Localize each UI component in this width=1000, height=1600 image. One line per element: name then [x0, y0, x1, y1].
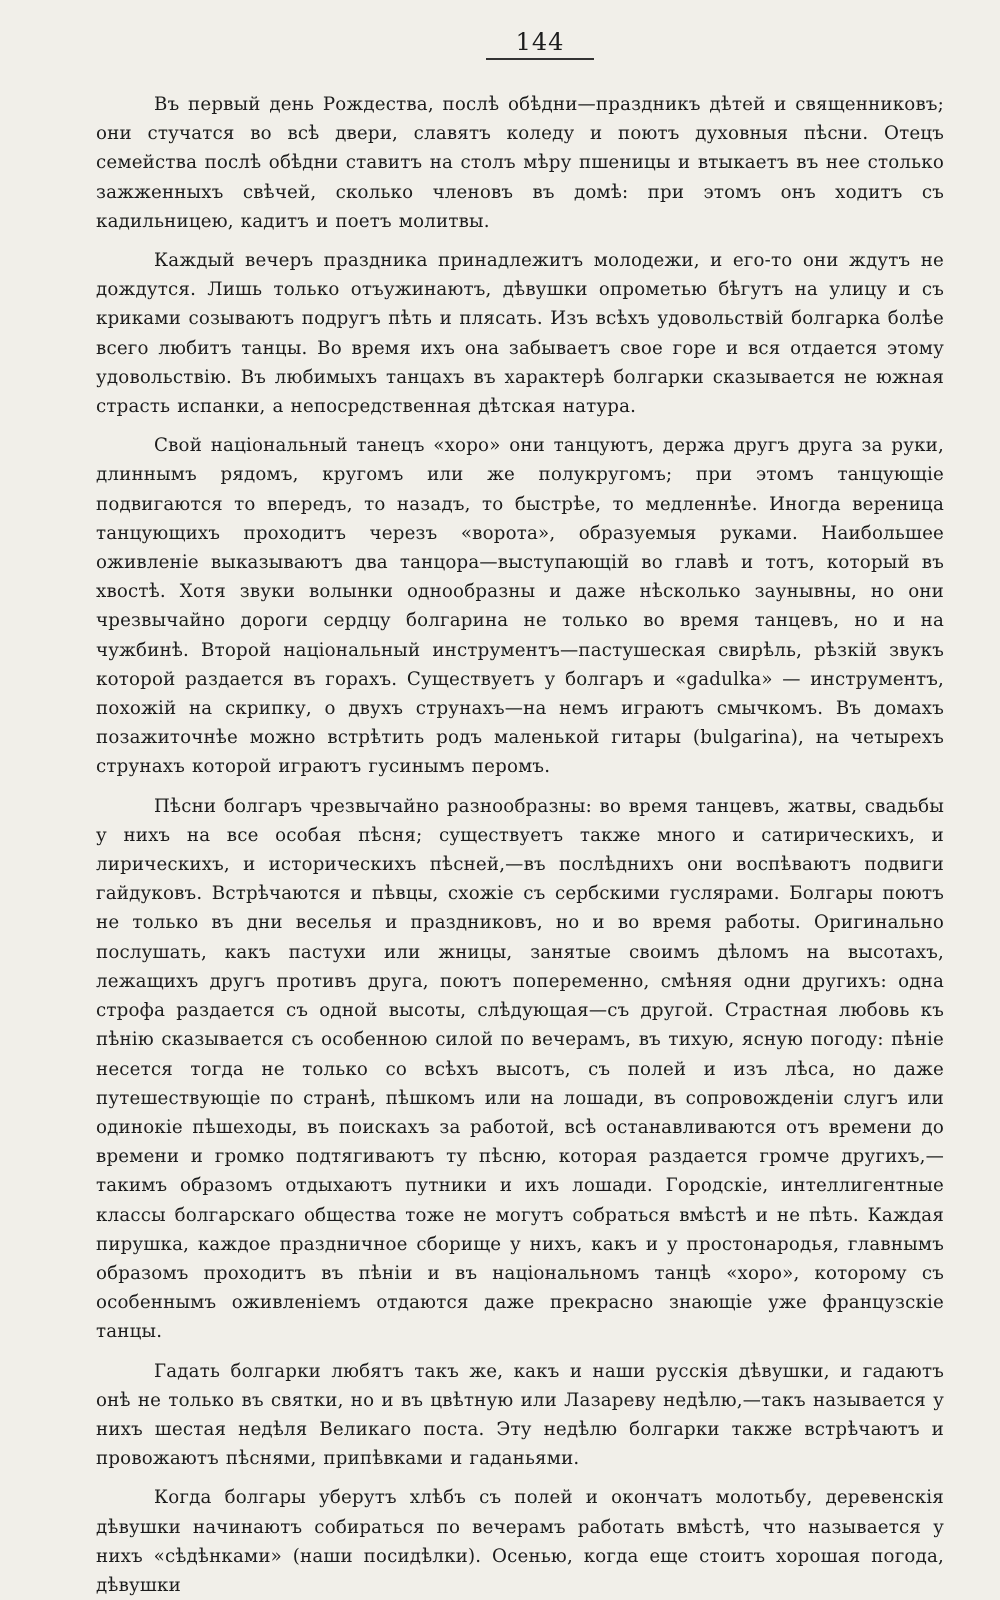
paragraph-songs: Пѣсни болгаръ чрезвычайно разнообразны: во время танцевъ, жатвы, свадьбы у нихъ на все особая пѣсня; существуетъ также много и сатирическихъ, и лирическихъ, и историческихъ пѣсней,—въ послѣднихъ они воспѣваютъ подвиги гайдуковъ. Встрѣчаются и пѣвцы, схожiе съ сербскими гуслярами. Болгары поютъ не только въ дни веселья и праздниковъ, но и во время работы. Оригинально послушать, какъ пастухи или жницы, занятые своимъ дѣломъ на высотахъ, лежащихъ другъ противъ друга, поютъ попеременно, смѣняя одни другихъ: одна строфа раздается съ одной высоты, слѣдующая—съ другой. Страстная любовь къ пѣнiю сказывается съ особенною силой по вечерамъ, въ тихую, ясную погоду: пѣнiе несется тогда не только со всѣхъ высотъ, съ полей и изъ лѣса, но даже путешествующiе по странѣ, пѣшкомъ или на лошади, въ сопровожденiи слугъ или одинокiе пѣшеходы, въ поискахъ за работой, всѣ останавливаются отъ времени до времени и громко подтягиваютъ ту пѣсню, которая раздается громче другихъ,—такимъ образомъ отдыхаютъ путники и ихъ лошади. Городскiе, интеллигентные классы болгарскаго общества тоже не могутъ собраться вмѣстѣ и не пѣть. Каждая пирушка, каждое праздничное сборище у нихъ, какъ и у простонародья, главнымъ образомъ проходитъ въ пѣнiи и въ нацiональномъ танцѣ «хоро», которому съ особеннымъ оживленiемъ отдаются даже прекрасно знающiе уже французскiе танцы.	[96, 795, 944, 1343]
paragraph-harvest-gatherings: Когда болгары уберутъ хлѣбъ съ полей и окончатъ молотьбу, деревенскiя дѣвушки начинаютъ собираться по вечерамъ работать вмѣстѣ, что называется у нихъ «сѣдѣнками» (наши посидѣлки). Осенью, когда еще стоитъ хорошая погода, дѣвушки	[96, 1487, 944, 1596]
page-header	[136, 28, 944, 60]
paragraph-christmas-day: Въ первый день Рождества, послѣ обѣдни—праздникъ дѣтей и священниковъ; они стучатся во всѣ двери, славятъ коледу и поютъ духовныя пѣсни. Отецъ семейства послѣ обѣдни ставитъ на столъ мѣру пшеницы и втыкаетъ въ нее столько зажженныхъ свѣчей, сколько членовъ въ домѣ: при этомъ онъ ходитъ съ кадильницею, кадитъ и поетъ молитвы.	[96, 94, 944, 232]
paragraph-fortune-telling: Гадать болгарки любятъ такъ же, какъ и наши русскiя дѣвушки, и гадаютъ онѣ не только въ святки, но и въ цвѣтную или Лазареву недѣлю,—такъ называется у нихъ шестая недѣля Великаго поста. Эту недѣлю болгарки также встрѣчаютъ и провожаютъ пѣснями, припѣвками и гаданьями.	[96, 1360, 944, 1470]
paragraph-horo-dance: Свой нацiональный танецъ «хоро» они танцуютъ, держа другъ друга за руки, длиннымъ рядомъ, кругомъ или же полукругомъ; при этомъ танцующiе подвигаются то впередъ, то назадъ, то быстрѣе, то медленнѣе. Иногда вереница танцующихъ проходитъ черезъ «ворота», образуемыя руками. Наибольшее оживленiе выказываютъ два танцора—выступающiй во главѣ и тотъ, который въ хвостѣ. Хотя звуки волынки однообразны и даже нѣсколько заунывны, но они чрезвычайно дороги сердцу болгарина не только во время танцевъ, но и на чужбинѣ. Второй нацiональный инструментъ—пастушеская свирѣль, рѣзкiй звукъ которой раздается въ горахъ. Существуетъ у болгаръ и «gadulka» — инструментъ, похожiй на скрипку, о двухъ струнахъ—на немъ играютъ смычкомъ. Въ домахъ позажиточнѣе можно встрѣтить родъ маленькой гитары (bulgarina), на четырехъ струнахъ которой играютъ гусинымъ перомъ.	[96, 435, 944, 778]
paragraph-holiday-evenings: Каждый вечеръ праздника принадлежитъ молодежи, и его-то они ждутъ не дождутся. Лишь только отъужинаютъ, дѣвушки опрометью бѣгутъ на улицу и съ криками созываютъ подругъ пѣть и плясать. Изъ всѣхъ удовольствiй болгарка болѣе всего любитъ танцы. Во время ихъ она забываетъ свое горе и вся отдается этому удовольствiю. Въ любимыхъ танцахъ въ характерѣ болгарки сказывается не южная страсть испанки, а непосредственная дѣтская натура.	[96, 250, 944, 418]
page-number: 144	[486, 28, 595, 60]
body-text	[96, 90, 944, 1600]
